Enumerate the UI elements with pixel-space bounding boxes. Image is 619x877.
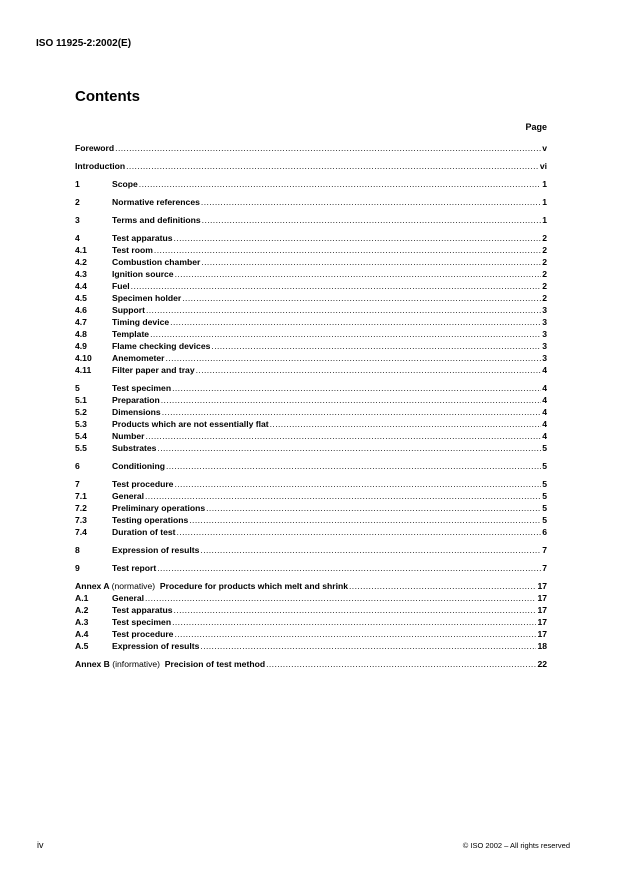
dot-leader [170,317,541,327]
toc-entry-page: 18 [537,641,547,651]
toc-entry-page: 5 [542,515,547,525]
toc-entry-page: 1 [542,215,547,225]
toc-entry-number: 6 [75,461,80,471]
toc-entry-title [112,197,200,207]
toc-entry[interactable] [75,179,547,191]
toc-entry-title-text: Ignition source [112,269,174,279]
document-id: ISO 11925-2:2002(E) [36,38,132,49]
toc-entry-title-text: General [112,491,145,501]
toc-entry-page: 2 [542,281,547,291]
dot-leader [145,491,541,501]
page-number: iv [37,840,44,850]
toc-entry-title [112,491,144,501]
toc-entry-number: 5.3 [75,419,87,429]
toc-entry-title-text: Foreword [75,143,115,153]
toc-entry-page: 4 [542,419,547,429]
toc-entry-number: A.2 [75,605,89,615]
toc-entry-title-text: Preparation [112,395,160,405]
toc-entry-title [112,479,173,489]
toc-entry-title-text: Test procedure [112,479,174,489]
toc-entry-page: 3 [542,341,547,351]
toc-entry[interactable] [75,341,547,353]
toc-entry[interactable] [75,563,547,575]
toc-entry-page: 17 [537,629,547,639]
dot-leader [150,329,541,339]
dot-leader [166,353,542,363]
dot-leader [131,281,542,291]
toc-entry-page: 17 [537,581,547,591]
toc-entry-title [112,305,145,315]
toc-entry-number: 4 [75,233,80,243]
toc-entry-title [112,293,181,303]
toc-entry[interactable] [75,659,547,671]
toc-entry[interactable] [75,641,547,653]
toc-entry-number: 7 [75,479,80,489]
toc-entry[interactable] [75,503,547,515]
dot-leader [161,395,541,405]
toc-entry-title [112,341,210,351]
toc-entry-title-text: Expression of results [112,545,200,555]
toc-entry[interactable] [75,365,547,377]
toc-entry-number: 4.10 [75,353,92,363]
toc-entry-title [112,563,156,573]
toc-entry-page: 6 [542,527,547,537]
toc-entry-title-text: Test specimen [112,617,172,627]
dot-leader [139,179,541,189]
toc-entry-title [112,215,201,225]
toc-entry-number: 7.2 [75,503,87,513]
toc-entry-title-text: Fuel [112,281,130,291]
toc-entry-title-text: Conditioning [112,461,165,471]
toc-entry-title [112,245,153,255]
toc-entry-page: 4 [542,383,547,393]
toc-entry-number: 4.5 [75,293,87,303]
toc-entry-page: 5 [542,461,547,471]
toc-entry-title-text: Terms and definitions [112,215,201,225]
toc-entry-title [112,383,171,393]
toc-entry-page: 17 [537,605,547,615]
toc-entry-number: 3 [75,215,80,225]
toc-entry-title-text: Number [112,431,145,441]
toc-entry-title [112,419,269,429]
dot-leader [154,245,541,255]
toc-entry-title [112,443,156,453]
toc-entry-page: 5 [542,503,547,513]
toc-entry-number: 7.1 [75,491,87,501]
toc-entry-title-text: Duration of test [112,527,176,537]
toc-entry-page: vi [539,161,547,171]
toc-entry-page: 1 [542,179,547,189]
toc-entry[interactable] [75,545,547,557]
toc-entry-number: 4.3 [75,269,87,279]
toc-entry-title-text: Flame checking devices [112,341,211,351]
toc-entry[interactable] [75,383,547,395]
toc-entry-number: 5.4 [75,431,87,441]
toc-entry-title [112,617,171,627]
toc-entry-title-text: Test room [112,245,153,255]
toc-entry-title-text: Products which are not essentially flat [112,419,269,429]
toc-entry[interactable] [75,293,547,305]
toc-entry-title [112,629,173,639]
toc-entry-title [112,365,195,375]
dot-leader [174,605,537,615]
toc-entry-page: 2 [542,269,547,279]
dot-leader [175,269,542,279]
toc-entry[interactable] [75,197,547,209]
dot-leader [157,443,541,453]
toc-entry-title-text: Scope [112,179,138,189]
toc-entry[interactable] [75,269,547,281]
toc-entry[interactable] [75,515,547,527]
toc-entry-page: 22 [537,659,547,669]
toc-entry-page: 17 [537,617,547,627]
toc-entry-title-text: Combustion chamber [112,257,201,267]
toc-entry-title [112,257,200,267]
toc-entry[interactable] [75,395,547,407]
dot-leader [174,479,541,489]
toc-entry-title [112,593,144,603]
dot-leader [172,383,541,393]
dot-leader [349,581,536,591]
copyright-notice: © ISO 2002 – All rights reserved [462,841,570,850]
toc-entry[interactable] [75,317,547,329]
toc-entry-number: 8 [75,545,80,555]
toc-entry-number: 4.4 [75,281,87,291]
toc-entry-page: 2 [542,245,547,255]
toc-entry-title [112,395,160,405]
dot-leader [177,527,542,537]
dot-leader [146,305,541,315]
toc-entry-title-text: Testing operations [112,515,189,525]
toc-entry-number: A.1 [75,593,89,603]
toc-entry-number: 4.1 [75,245,87,255]
toc-entry-title [112,605,173,615]
dot-leader [145,593,536,603]
toc-entry-title-text: Expression of results [112,641,200,651]
toc-entry[interactable] [75,581,547,593]
toc-entry-page: 7 [542,563,547,573]
dot-leader [266,659,536,669]
toc-entry-page: 3 [542,329,547,339]
annex-type-note: (informative) [112,659,161,669]
toc-entry-title [75,659,265,669]
toc-entry[interactable] [75,419,547,431]
toc-entry[interactable] [75,257,547,269]
table-of-contents [75,143,547,671]
dot-leader [202,215,542,225]
toc-entry[interactable] [75,527,547,539]
dot-leader [196,365,542,375]
toc-entry-number: A.4 [75,629,89,639]
toc-entry[interactable] [75,233,547,245]
dot-leader [145,431,541,441]
toc-entry[interactable] [75,161,547,173]
toc-entry-number: 5.2 [75,407,87,417]
dot-leader [201,257,541,267]
toc-entry-page: 5 [542,443,547,453]
toc-entry-title [112,179,138,189]
toc-entry-page: 4 [542,431,547,441]
toc-entry[interactable] [75,215,547,227]
toc-entry-title-text: Timing device [112,317,170,327]
dot-leader [172,617,536,627]
dot-leader [115,143,541,153]
toc-entry-title-text: Test apparatus [112,233,173,243]
toc-entry-page: v [542,143,547,153]
toc-entry-title [112,269,174,279]
toc-entry-title-text: Dimensions [112,407,161,417]
toc-entry-title-text: Test procedure [112,629,174,639]
toc-entry-title [112,233,173,243]
toc-entry[interactable] [75,329,547,341]
toc-entry-title [112,503,205,513]
toc-entry-title [112,515,188,525]
toc-entry-title [112,317,169,327]
dot-leader [182,293,541,303]
toc-entry-page: 5 [542,479,547,489]
toc-entry[interactable] [75,143,547,155]
contents-heading: Contents [75,88,140,105]
toc-entry-title [112,431,144,441]
page-column-label: Page [525,122,547,132]
toc-entry-title-text: Substrates [112,443,157,453]
toc-entry-title-text: Filter paper and tray [112,365,195,375]
toc-entry[interactable] [75,605,547,617]
toc-entry-page: 4 [542,365,547,375]
toc-entry-title-text: Anemometer [112,353,165,363]
toc-entry-number: 7.4 [75,527,87,537]
toc-entry-page: 4 [542,407,547,417]
toc-entry[interactable] [75,407,547,419]
toc-entry[interactable] [75,479,547,491]
toc-entry-number: 4.2 [75,257,87,267]
toc-entry-title-text: General [112,593,145,603]
dot-leader [174,629,536,639]
dot-leader [201,197,541,207]
toc-entry[interactable] [75,305,547,317]
toc-entry-page: 3 [542,317,547,327]
toc-entry-title [112,527,176,537]
toc-entry-page: 5 [542,491,547,501]
toc-entry-title [75,161,125,171]
toc-entry[interactable] [75,353,547,365]
toc-entry-title [112,281,130,291]
toc-entry-title [112,407,161,417]
toc-entry[interactable] [75,431,547,443]
toc-entry-page: 1 [542,197,547,207]
toc-entry-title-text: Test report [112,563,157,573]
toc-entry[interactable] [75,281,547,293]
toc-entry[interactable] [75,617,547,629]
toc-entry-title [112,329,149,339]
toc-entry-page: 2 [542,293,547,303]
toc-entry-page: 2 [542,233,547,243]
annex-title: Procedure for products which melt and shrink [159,581,349,591]
toc-entry-number: 2 [75,197,80,207]
toc-entry[interactable] [75,461,547,473]
toc-entry-title [112,545,199,555]
toc-entry-title [112,641,199,651]
toc-entry-title [75,581,348,591]
toc-entry-title [75,143,114,153]
toc-entry[interactable] [75,629,547,641]
toc-entry-page: 2 [542,257,547,267]
toc-entry-number: 5 [75,383,80,393]
toc-entry-title-text: Preliminary operations [112,503,206,513]
toc-entry-page: 3 [542,353,547,363]
toc-entry-number: 5.1 [75,395,87,405]
dot-leader [157,563,541,573]
toc-entry-page: 17 [537,593,547,603]
toc-entry-title-text: Normative references [112,197,200,207]
toc-entry-number: 7.3 [75,515,87,525]
annex-title: Precision of test method [164,659,266,669]
toc-entry[interactable] [75,443,547,455]
dot-leader [126,161,539,171]
dot-leader [270,419,542,429]
toc-entry-title-text: Test apparatus [112,605,173,615]
toc-entry-title-text: Support [112,305,145,315]
toc-entry-number: A.3 [75,617,89,627]
dot-leader [200,545,541,555]
toc-entry-page: 3 [542,305,547,315]
dot-leader [189,515,541,525]
toc-entry[interactable] [75,491,547,503]
dot-leader [162,407,542,417]
toc-entry-number: 4.6 [75,305,87,315]
toc-entry-number: 9 [75,563,80,573]
dot-leader [166,461,541,471]
toc-entry-number: 1 [75,179,80,189]
toc-entry-number: A.5 [75,641,89,651]
toc-entry-number: 4.8 [75,329,87,339]
toc-entry-title [112,353,165,363]
toc-entry-page: 7 [542,545,547,555]
toc-entry[interactable] [75,593,547,605]
toc-entry-title-text: Annex A [75,581,110,591]
toc-entry-title-text: Annex B [75,659,110,669]
toc-entry-title-text: Template [112,329,150,339]
toc-entry-number: 4.7 [75,317,87,327]
dot-leader [206,503,541,513]
dot-leader [174,233,542,243]
toc-entry-number: 4.11 [75,365,92,375]
annex-type-note: (normative) [111,581,156,591]
toc-entry-number: 4.9 [75,341,87,351]
toc-entry[interactable] [75,245,547,257]
dot-leader [211,341,541,351]
toc-entry-title-text: Introduction [75,161,126,171]
dot-leader [200,641,536,651]
toc-entry-title-text: Specimen holder [112,293,182,303]
toc-entry-number: 5.5 [75,443,87,453]
toc-entry-page: 4 [542,395,547,405]
toc-entry-title [112,461,165,471]
toc-entry-title-text: Test specimen [112,383,172,393]
